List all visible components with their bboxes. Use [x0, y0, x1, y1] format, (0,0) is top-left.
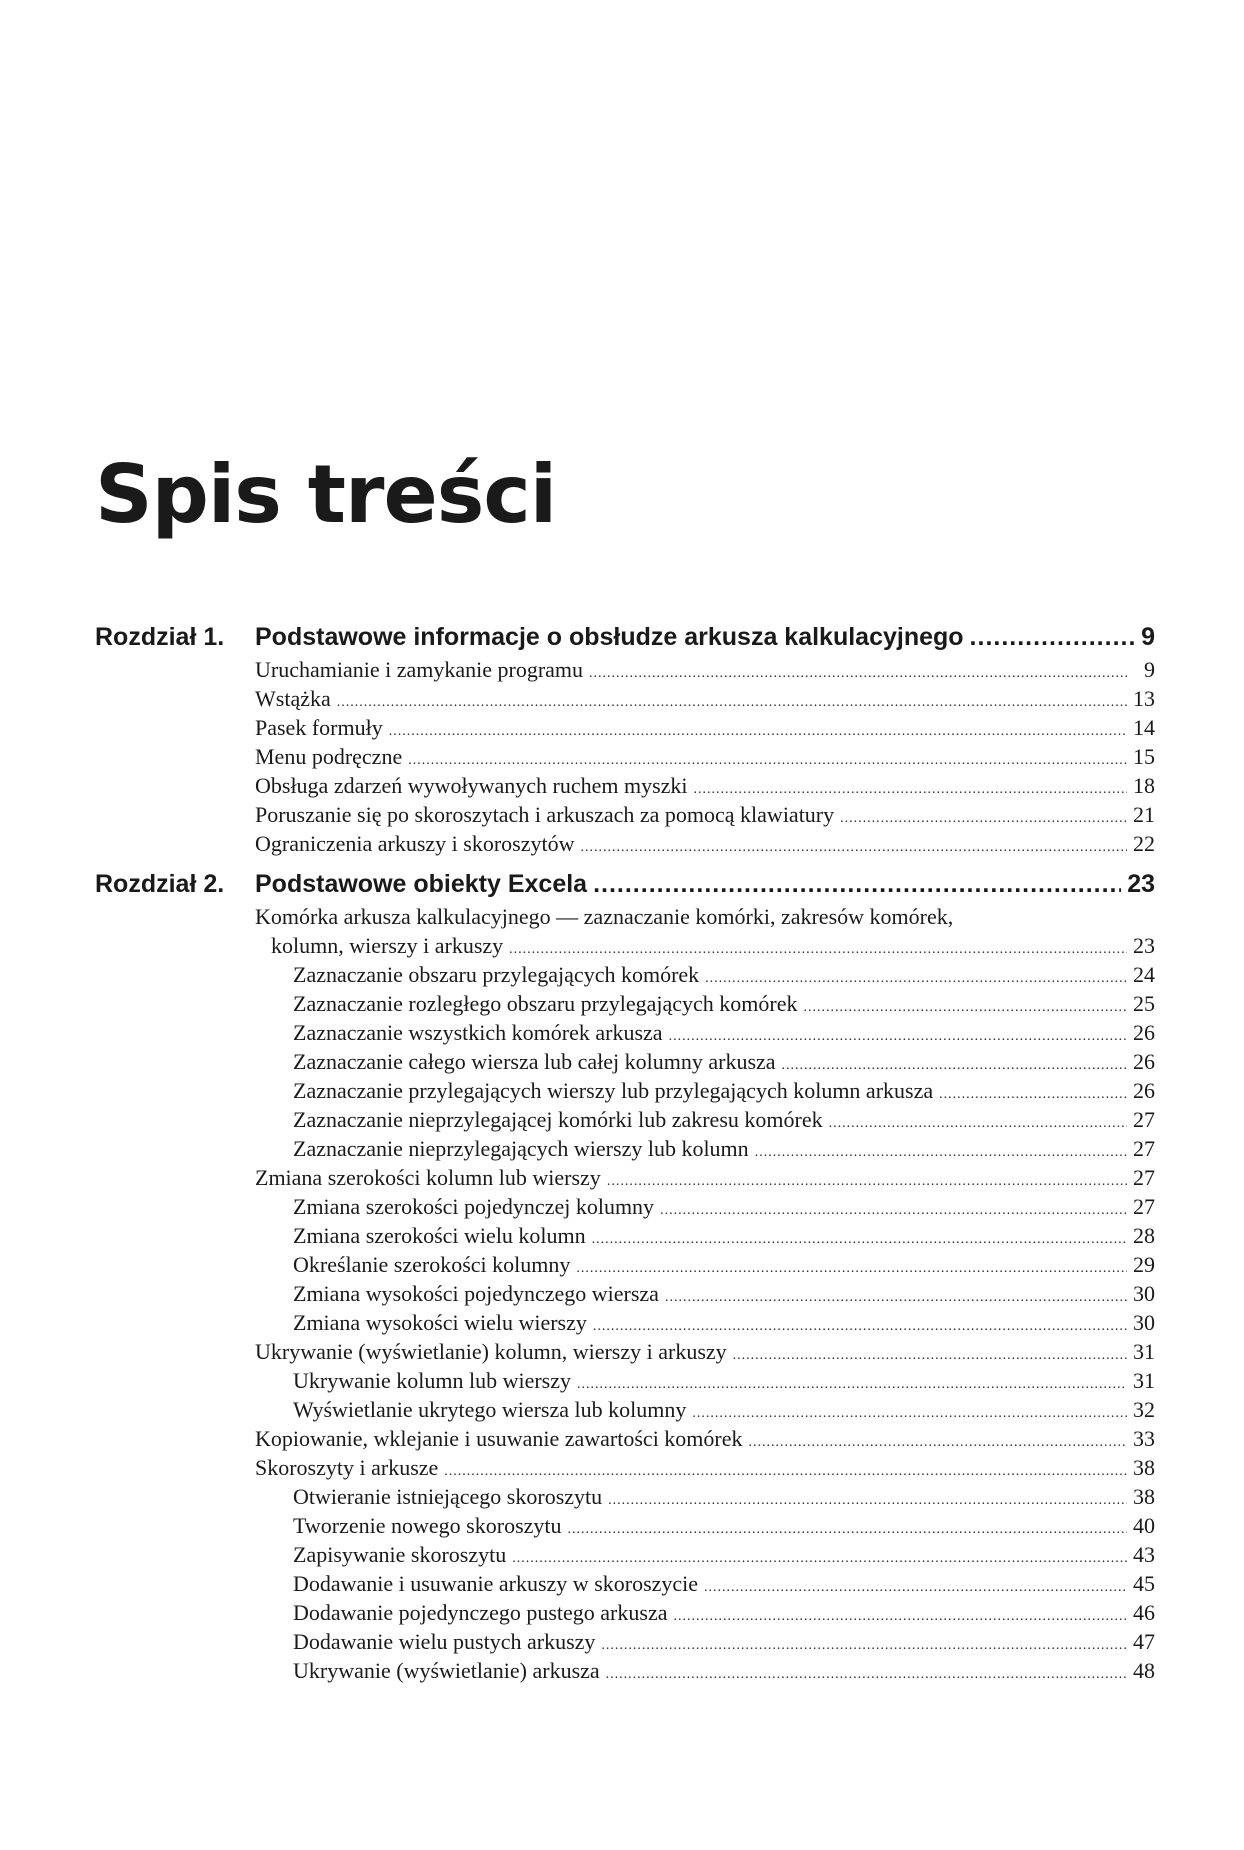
dot-leader — [607, 1167, 1127, 1196]
toc-entry[interactable] — [255, 713, 1155, 742]
chapter-page-number: 9 — [1141, 623, 1155, 651]
toc-entry[interactable] — [255, 1540, 1155, 1569]
entry-page-number: 23 — [1133, 933, 1155, 958]
dot-leader — [389, 717, 1127, 746]
dot-leader — [749, 1428, 1127, 1457]
entry-page-number: 33 — [1133, 1426, 1155, 1451]
toc-entry[interactable] — [255, 1134, 1155, 1163]
entry-page-number: 26 — [1133, 1049, 1155, 1074]
entry-page-number: 45 — [1133, 1571, 1155, 1596]
entry-title: Zaznaczanie nieprzylegającej komórki lub zakresu komórek — [293, 1107, 823, 1132]
entry-title: Wstążka — [255, 686, 331, 711]
toc-entry[interactable] — [255, 1627, 1155, 1656]
entry-title: Zaznaczanie przylegających wierszy lub przylegających kolumn arkusza — [293, 1078, 934, 1103]
entry-page-number: 27 — [1133, 1136, 1155, 1161]
entry-page-number: 32 — [1133, 1397, 1155, 1422]
page-title: Spis treści — [95, 448, 557, 541]
dot-leader — [592, 1225, 1127, 1254]
entry-page-number: 31 — [1133, 1339, 1155, 1364]
toc-entry[interactable] — [255, 1250, 1155, 1279]
entry-page-number: 22 — [1133, 831, 1155, 856]
chapter-number: Rozdział 2. — [95, 870, 225, 898]
entry-page-number: 27 — [1133, 1107, 1155, 1132]
entry-title: Pasek formuły — [255, 715, 383, 740]
dot-leader — [755, 1138, 1127, 1167]
entry-page-number: 21 — [1133, 802, 1155, 827]
entry-title: Uruchamianie i zamykanie programu — [255, 657, 584, 682]
dot-leader — [581, 833, 1127, 862]
entry-title: Kopiowanie, wklejanie i usuwanie zawartości komórek — [255, 1426, 743, 1451]
toc-entry[interactable] — [255, 1482, 1155, 1511]
entry-title: Zaznaczanie obszaru przylegających komórek — [293, 962, 700, 987]
toc-entry[interactable] — [255, 960, 1155, 989]
entry-title: Dodawanie wielu pustych arkuszy — [293, 1629, 596, 1654]
entry-title: Zaznaczanie rozległego obszaru przylegających komórek — [293, 991, 798, 1016]
toc-entry[interactable] — [255, 1569, 1155, 1598]
entry-page-number: 13 — [1133, 686, 1155, 711]
dot-leader — [939, 1080, 1127, 1109]
dot-leader — [692, 1399, 1127, 1428]
entry-title-continuation: kolumn, wierszy i arkuszy — [271, 933, 504, 958]
entry-title: Obsługa zdarzeń wywoływanych ruchem myszki — [255, 773, 688, 798]
toc-entry[interactable] — [255, 1047, 1155, 1076]
dot-leader — [576, 1254, 1127, 1283]
dot-leader — [733, 1341, 1127, 1370]
chapter-heading[interactable] — [95, 619, 1155, 655]
toc-entry[interactable] — [255, 1424, 1155, 1453]
entry-page-number: 38 — [1133, 1484, 1155, 1509]
toc-chapter — [95, 866, 1155, 1685]
entry-page-number: 9 — [1144, 657, 1155, 682]
dot-leader — [589, 659, 1127, 688]
toc-entry[interactable] — [255, 1221, 1155, 1250]
chapter-title: Podstawowe informacje o obsłudze arkusza kalkulacyjnego — [255, 623, 964, 651]
entry-title: Zmiana wysokości pojedynczego wiersza — [293, 1281, 659, 1306]
dot-leader — [568, 1515, 1127, 1544]
entry-title: Poruszanie się po skoroszytach i arkuszach za pomocą klawiatury — [255, 802, 835, 827]
entry-title: Zaznaczanie całego wiersza lub całej kolumny arkusza — [293, 1049, 776, 1074]
toc-entry[interactable] — [255, 1395, 1155, 1424]
entry-title: Zaznaczanie nieprzylegających wierszy lub kolumn — [293, 1136, 749, 1161]
toc-entry[interactable] — [255, 1105, 1155, 1134]
entry-title: Dodawanie i usuwanie arkuszy w skoroszycie — [293, 1571, 699, 1596]
entry-page-number: 38 — [1133, 1455, 1155, 1480]
entry-page-number: 47 — [1133, 1629, 1155, 1654]
entry-title: Ograniczenia arkuszy i skoroszytów — [255, 831, 575, 856]
chapter-title: Podstawowe obiekty Excela — [255, 870, 588, 898]
entry-page-number: 30 — [1133, 1310, 1155, 1335]
dot-leader — [337, 688, 1127, 717]
toc-entry[interactable] — [255, 1308, 1155, 1337]
entry-title: Wyświetlanie ukrytego wiersza lub kolumny — [293, 1397, 687, 1422]
toc-entry[interactable] — [255, 1192, 1155, 1221]
entry-title: Tworzenie nowego skoroszytu — [293, 1513, 562, 1538]
toc-entry[interactable] — [255, 655, 1155, 684]
toc-entry[interactable] — [255, 800, 1155, 829]
toc-entry[interactable] — [255, 1598, 1155, 1627]
entry-page-number: 14 — [1133, 715, 1155, 740]
dot-leader — [804, 993, 1127, 1022]
entry-page-number: 31 — [1133, 1368, 1155, 1393]
toc-entry[interactable] — [255, 1453, 1155, 1482]
toc-entry-list — [255, 902, 1155, 1685]
chapter-number: Rozdział 1. — [95, 623, 225, 651]
entry-title: Zapisywanie skoroszytu — [293, 1542, 507, 1567]
toc-entry[interactable] — [255, 1366, 1155, 1395]
dot-leader — [665, 1283, 1127, 1312]
entry-title: Zaznaczanie wszystkich komórek arkusza — [293, 1020, 663, 1045]
toc-entry-list — [255, 655, 1155, 858]
toc-entry[interactable] — [255, 771, 1155, 800]
toc-entry[interactable] — [255, 1337, 1155, 1366]
toc-entry[interactable] — [255, 684, 1155, 713]
entry-page-number: 30 — [1133, 1281, 1155, 1306]
toc-entry[interactable] — [255, 1279, 1155, 1308]
dot-leader — [606, 1660, 1127, 1689]
entry-page-number: 24 — [1133, 962, 1155, 987]
entry-page-number: 29 — [1133, 1252, 1155, 1277]
entry-title: Skoroszyty i arkusze — [255, 1455, 439, 1480]
entry-page-number: 46 — [1133, 1600, 1155, 1625]
dot-leader — [608, 1486, 1127, 1515]
entry-title: Określanie szerokości kolumny — [293, 1252, 571, 1277]
entry-title: Ukrywanie kolumn lub wierszy — [293, 1368, 571, 1393]
entry-title: Ukrywanie (wyświetlanie) arkusza — [293, 1658, 600, 1683]
entry-page-number: 25 — [1133, 991, 1155, 1016]
entry-title: Menu podręczne — [255, 744, 403, 769]
toc-entry[interactable] — [255, 742, 1155, 771]
dot-leader — [970, 619, 1136, 655]
entry-page-number: 27 — [1133, 1194, 1155, 1219]
entry-title: Zmiana szerokości kolumn lub wierszy — [255, 1165, 601, 1190]
toc-entry[interactable] — [255, 829, 1155, 858]
entry-page-number: 26 — [1133, 1078, 1155, 1103]
chapter-heading[interactable] — [95, 866, 1155, 902]
chapter-page-number: 23 — [1127, 870, 1155, 898]
dot-leader — [660, 1196, 1127, 1225]
entry-page-number: 15 — [1133, 744, 1155, 769]
dot-leader — [673, 1602, 1127, 1631]
dot-leader — [593, 866, 1121, 902]
entry-title: Zmiana szerokości wielu kolumn — [293, 1223, 586, 1248]
toc-entry[interactable] — [255, 1656, 1155, 1685]
entry-page-number: 26 — [1133, 1020, 1155, 1045]
entry-title: Otwieranie istniejącego skoroszytu — [293, 1484, 603, 1509]
dot-leader — [829, 1109, 1127, 1138]
toc-entry[interactable] — [255, 1018, 1155, 1047]
toc-entry[interactable] — [255, 902, 1155, 960]
entry-page-number: 48 — [1133, 1658, 1155, 1683]
toc-chapter — [95, 619, 1155, 858]
toc-entry[interactable] — [255, 1163, 1155, 1192]
table-of-contents — [95, 619, 1155, 1693]
entry-page-number: 28 — [1133, 1223, 1155, 1248]
toc-entry[interactable] — [255, 989, 1155, 1018]
entry-page-number: 43 — [1133, 1542, 1155, 1567]
entry-title: Zmiana szerokości pojedynczej kolumny — [293, 1194, 655, 1219]
dot-leader — [601, 1631, 1127, 1660]
entry-page-number: 18 — [1133, 773, 1155, 798]
entry-title: Ukrywanie (wyświetlanie) kolumn, wierszy i arkuszy — [255, 1339, 727, 1364]
entry-title: Komórka arkusza kalkulacyjnego — zaznaczanie komórki, zakresów komórek, — [255, 904, 954, 929]
dot-leader — [704, 1573, 1127, 1602]
entry-title: Zmiana wysokości wielu wierszy — [293, 1310, 587, 1335]
entry-title: Dodawanie pojedynczego pustego arkusza — [293, 1600, 668, 1625]
entry-page-number: 27 — [1133, 1165, 1155, 1190]
toc-entry[interactable] — [255, 1076, 1155, 1105]
dot-leader — [840, 804, 1127, 833]
toc-entry[interactable] — [255, 1511, 1155, 1540]
entry-page-number: 40 — [1133, 1513, 1155, 1538]
